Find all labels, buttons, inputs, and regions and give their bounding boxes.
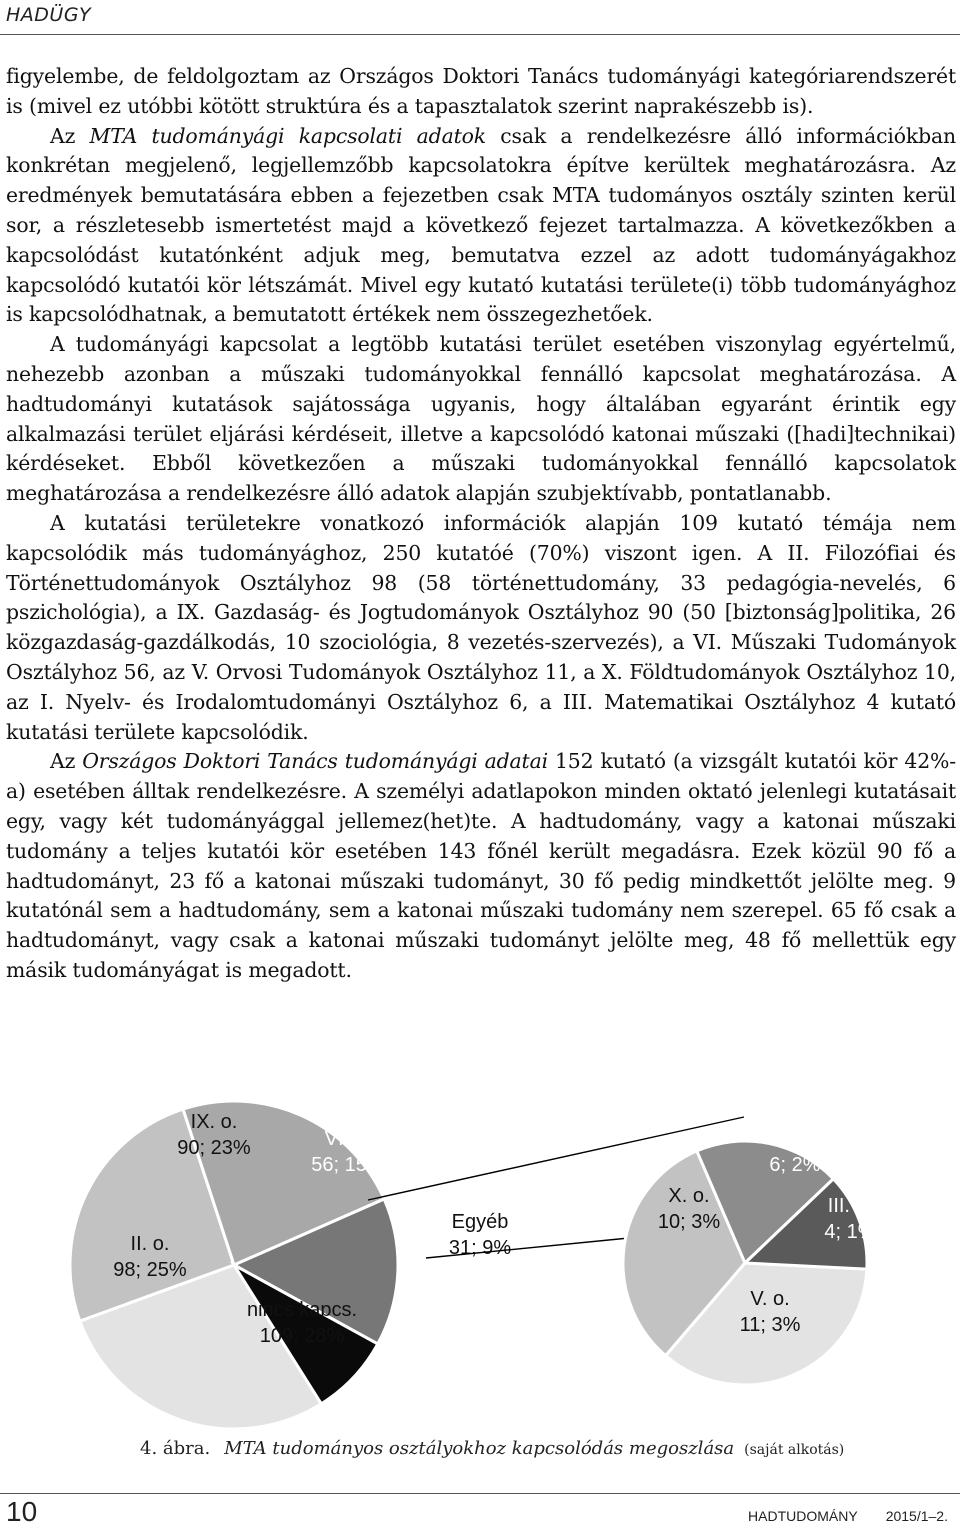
journal-info: [748, 1508, 948, 1524]
slice-label-value: 6; 2%: [769, 1154, 821, 1176]
journal-name: HADTUDOMÁNY: [748, 1508, 858, 1524]
paragraph: [6, 122, 956, 331]
text-run: figyelembe, de feldolgoztam az Országos Doktori Tanács tudományági kategóriarendszerét is (mivel ez utóbbi kötött struktúra és a tapasztalatok szerint naprakészebb is).: [6, 64, 956, 118]
slice-label-value: 11; 3%: [739, 1314, 801, 1336]
slice-label-name: X. o.: [668, 1185, 710, 1207]
figure-pie-charts: [0, 1060, 960, 1440]
paragraph: [6, 330, 956, 509]
text-run: csak a rendelkezésre álló információkban konkrétan megjelenő, legjellemzőbb kapcsolatokra építve kerültek meghatározásra. Az eredmények bemutatására ebben a fejezetben csak MTA tudományos osztály szinten kerül sor, a részletesebb ismertetést majd a következő fejezet tartalmazza. A következőkben a kapcsolódást kutatónként adjuk meg, bemutatva ezzel az adott tudományágakhoz kapcsolódó kutatói kör létszámát. Mivel egy kutató kutatási területe(i) több tudományághoz is kapcsolódhatnak, a bemutatott értékek nem összegezhetőek.: [6, 123, 956, 327]
paragraph: [6, 62, 956, 122]
header-divider: [0, 34, 960, 35]
running-header: HADÜGY: [6, 4, 92, 26]
slice-label-name: II. o.: [130, 1233, 170, 1255]
pie-charts-svg: [0, 1060, 960, 1440]
slice-label-name: I. o.: [778, 1128, 812, 1150]
pie-chart-secondary: [623, 1128, 876, 1385]
paragraph: [6, 747, 956, 985]
slice-label-value: 98; 25%: [113, 1259, 187, 1281]
slice-label-name: IX. o.: [190, 1111, 238, 1133]
text-run: Az: [50, 123, 90, 148]
caption-source: (saját alkotás): [744, 1442, 845, 1458]
slice-label-value: 109; 28%: [259, 1325, 345, 1347]
slice-label-name: nincs kapcs.: [246, 1299, 358, 1321]
figure-caption: [140, 1438, 844, 1459]
italic-run: MTA tudományági kapcsolati adatok: [89, 123, 486, 148]
journal-issue: 2015/1–2.: [885, 1508, 948, 1524]
page-number: 10: [6, 1496, 38, 1527]
pie-chart-main: [70, 1101, 511, 1429]
slice-label-name: VI. o.: [324, 1128, 372, 1150]
text-run: A kutatási területekre vonatkozó információk alapján 109 kutató témája nem kapcsolódik más tudományághoz, 250 kutatóé (70%) viszont igen. A II. Filozófiai és Történettudományok Osztályhoz 98 (58 történettudomány, 33 pedagógia-nevelés, 6 pszichológia), a IX. Gazdaság- és Jogtudományok Osztályhoz 90 (50 [biztonság]politika, 26 közgazdaság-gazdálkodás, 10 szociológia, 8 vezetés-szervezés), a VI. Műszaki Tudományok Osztályhoz 56, az V. Orvosi Tudományok Osztályhoz 11, a X. Földtudományok Osztályhoz 10, az I. Nyelv- és Irodalomtudományi Osztályhoz 6, a III. Matematikai Osztályhoz 4 kutató kutatási területe kapcsolódik.: [6, 510, 956, 744]
slice-label-value: 90; 23%: [177, 1137, 251, 1159]
text-run: 152 kutató (a vizsgált kutatói kör 42%-a) esetében álltak rendelkezésre. A személyi adatlapokon minden oktató jelenlegi kutatásait egy, vagy két tudományággal jellemez(het)te. A hadtudomány, vagy a katonai műszaki tudomány a teljes kutatói kör esetében 143 főnél került megadásra. Ezek közül 90 fő a hadtudományt, 23 fő a katonai műszaki tudományt, 30 fő pedig mindkettőt jelölte meg. 9 kutatónál sem a hadtudomány, sem a katonai műszaki tudomány nem szerepel. 65 fő csak a hadtudományt, vagy csak a katonai műszaki tudományt jelölte meg, 48 fő mellettük egy másik tudományágat is megadott.: [6, 749, 956, 982]
slice-label-value: 10; 3%: [657, 1211, 721, 1233]
text-run: A tudományági kapcsolat a legtöbb kutatási terület esetében viszonylag egyértelmű, nehezebb azonban a műszaki tudományokkal fennálló kapcsolat meghatározása. A hadtudományi kutatások sajátossága ugyanis, hogy általában egyaránt érintik egy alkalmazási terület eljárási kérdéseit, illetve a kapcsolódó katonai műszaki ([hadi]technikai) kérdéseket. Ebből következően a műszaki tudományokkal fennálló kapcsolatok meghatározása a rendelkezésre álló adatok alapján szubjektívabb, pontatlanabb.: [6, 332, 956, 506]
slice-label-value: 56; 15%: [311, 1154, 385, 1176]
caption-title: MTA tudományos osztályokhoz kapcsolódás megoszlása: [224, 1438, 735, 1459]
slice-label-value: 4; 1%: [824, 1221, 876, 1243]
slice-label-name: V. o.: [750, 1288, 790, 1310]
italic-run: Országos Doktori Tanács tudományági adatai: [82, 749, 548, 774]
caption-number: 4. ábra.: [140, 1438, 211, 1459]
paragraph: [6, 509, 956, 747]
footer-divider: [0, 1493, 960, 1494]
slice-label-name: Egyéb: [451, 1211, 509, 1233]
text-run: Az: [50, 749, 83, 774]
body-text: [6, 62, 956, 986]
slice-label-name: III. o.: [827, 1195, 873, 1217]
slice-label-value: 31; 9%: [448, 1237, 512, 1259]
